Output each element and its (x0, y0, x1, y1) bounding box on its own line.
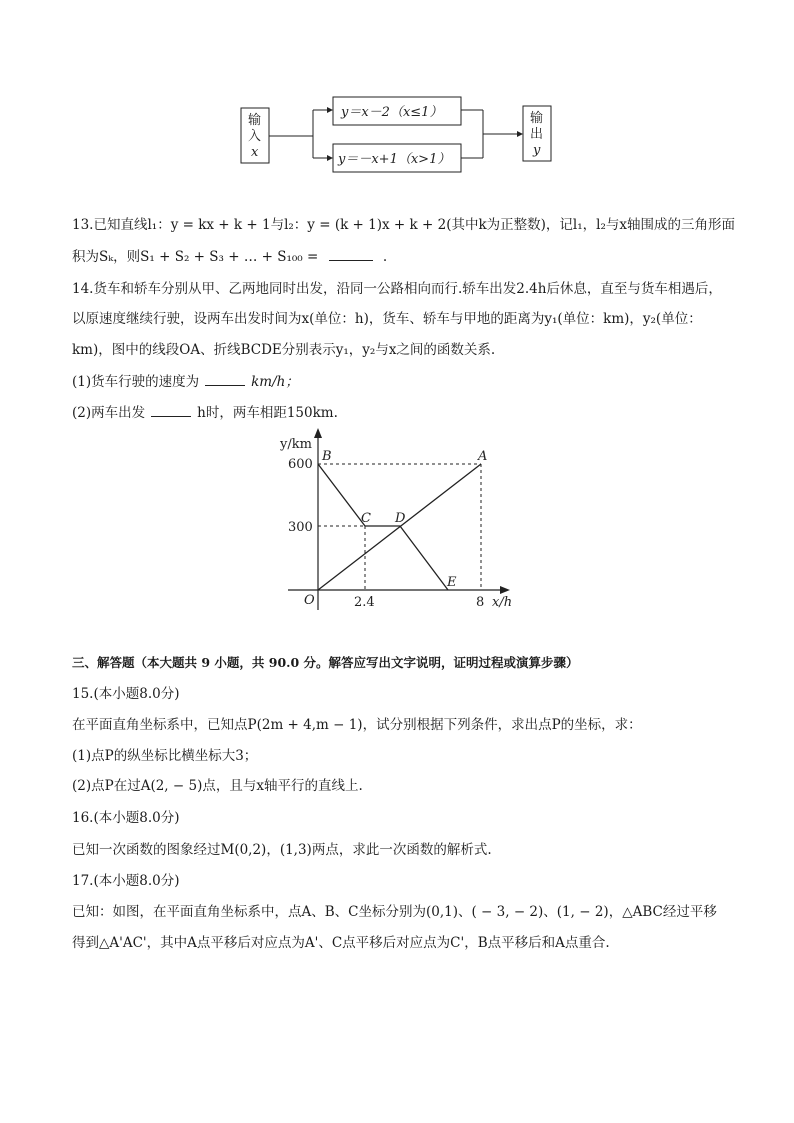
point-label-E: E (447, 575, 457, 590)
q14-sub2-blank (151, 402, 191, 417)
y-axis-arrow (314, 428, 322, 438)
input-label-2: 入 (248, 129, 262, 144)
x-tick-8: 8 (476, 595, 485, 610)
q14-sub2-end: h时，两车相距150km. (197, 405, 338, 421)
point-label-B: B (322, 449, 332, 464)
q14-sub1-unit: km/h； (251, 374, 299, 390)
q13-line2-text: 积为Sₖ，则S₁ + S₂ + S₃ + … + S₁₀₀ = (72, 249, 319, 265)
q16-header: 16.(本小题8.0分) (72, 810, 180, 826)
arrowhead-bottom (327, 155, 333, 161)
y-tick-300: 300 (288, 520, 313, 535)
arrowhead-output (517, 131, 523, 137)
x-axis-arrow (500, 586, 510, 594)
input-label-1: 输 (248, 113, 262, 128)
q13-line2-end: . (382, 249, 388, 265)
output-label-1: 输 (530, 111, 544, 126)
point-label-C: C (361, 511, 371, 526)
q14-sub2-text: (2)两车出发 (72, 405, 146, 421)
top-branch-text: y＝x－2（x≤1） (341, 105, 443, 120)
input-label-3: x (251, 145, 259, 160)
bottom-branch-text: y＝－x+1（x>1） (338, 152, 451, 167)
y-axis-label: y/km (280, 437, 312, 452)
x-tick-2.4: 2.4 (354, 595, 375, 610)
q13-line2 (72, 246, 387, 267)
q15-sub1: (1)点P的纵坐标比横坐标大3； (72, 748, 258, 764)
q14-sub1-text: (1)货车行驶的速度为 (72, 374, 200, 390)
output-label-3: y (533, 143, 541, 158)
q13-line1: 13.已知直线l₁：y = kx + k + 1与l₂：y = (k + 1)x + k + 2(其中k为正整数)，记l₁，l₂与x轴围成的三角形面 (72, 217, 735, 233)
q17-line1: 已知：如图，在平面直角坐标系中，点A、B、C坐标分别为(0,1)、( − 3, − 2)、(1, − 2)，△ABC经过平移 (72, 904, 717, 920)
q14-line2: 以原速度继续行驶，设两车出发时间为x(单位：h)，货车、轿车与甲地的距离为y₁(单位：km)，y₂(单位： (72, 311, 702, 327)
q14-sub2 (72, 402, 338, 423)
output-label-2: 出 (530, 127, 544, 142)
q14-line1: 14.货车和轿车分别从甲、乙两地同时出发，沿同一公路相向而行.轿车出发2.4h后休息，直至与货车相遇后， (72, 281, 722, 297)
polyline-BCDE (318, 464, 448, 590)
q15-header: 15.(本小题8.0分) (72, 686, 180, 702)
origin-label: O (304, 593, 315, 608)
y-tick-600: 600 (288, 457, 313, 472)
arrowhead-top (327, 107, 333, 113)
q14-sub1 (72, 371, 299, 392)
q13-answer-blank (329, 246, 373, 261)
segment-OA (318, 464, 481, 590)
x-axis-label: x/h (492, 595, 513, 610)
flowchart (235, 92, 555, 176)
q15-line1: 在平面直角坐标系中，已知点P(2m + 4,m − 1)，试分别根据下列条件，求出点P的坐标，求： (72, 717, 642, 733)
distance-time-graph (270, 428, 530, 618)
q16-line1: 已知一次函数的图象经过M(0,2)，(1,3)两点，求此一次函数的解析式. (72, 842, 492, 858)
point-label-D: D (395, 511, 406, 526)
q14-sub1-blank (205, 371, 245, 386)
q15-sub2: (2)点P在过A(2, − 5)点，且与x轴平行的直线上. (72, 778, 363, 794)
point-label-A: A (478, 449, 488, 464)
q17-line2: 得到△A'AC'，其中A点平移后对应点为A'、C点平移后对应点为C'，B点平移后和A点重合. (72, 935, 610, 951)
section3-title: 三、解答题（本大题共 9 小题，共 90.0 分。解答应写出文字说明，证明过程或演算步骤） (72, 655, 579, 670)
q14-line3: km)，图中的线段OA、折线BCDE分别表示y₁，y₂与x之间的函数关系. (72, 342, 496, 358)
q17-header: 17.(本小题8.0分) (72, 873, 180, 889)
